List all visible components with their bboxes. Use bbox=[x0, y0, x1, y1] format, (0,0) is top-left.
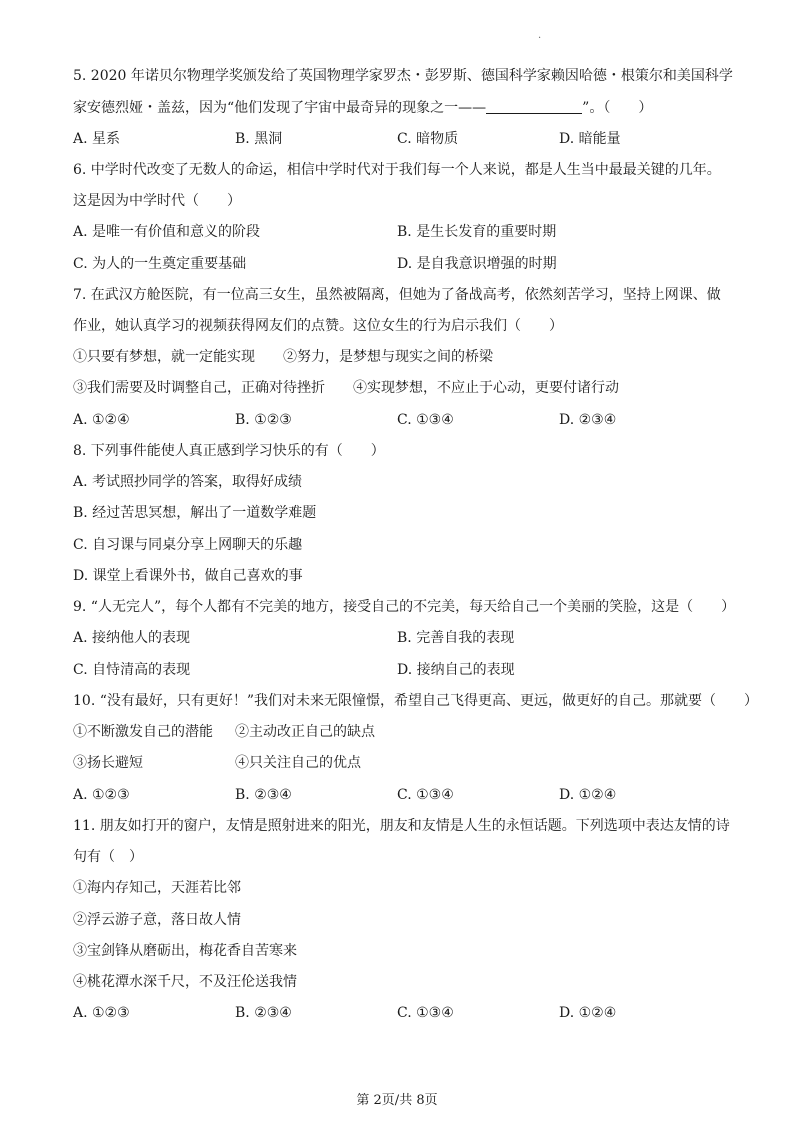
question-10-options bbox=[73, 785, 733, 805]
question-7-stem-line-2: 作业，她认真学习的视频获得网友们的点赞。这位女生的行为启示我们（ ） bbox=[73, 318, 563, 334]
question-11-stem-line-1: 11. 朋友如打开的窗户，友情是照射进来的阳光，朋友和友情是人生的永恒话题。下列选项中表达友情的诗 bbox=[73, 818, 730, 834]
question-7-statements-line-1: ①只要有梦想，就一定能实现 ②努力，是梦想与现实之间的桥梁 bbox=[73, 349, 493, 365]
question-9-stem: 9. “人无完人”，每个人都有不完美的地方，接受自己的不完美，每天给自己一个美丽的笑脸，这是（ ） bbox=[73, 599, 736, 615]
statement-1: ①不断激发自己的潜能 bbox=[73, 724, 213, 740]
question-10-stem: 10. “没有最好，只有更好！”我们对未来无限憧憬，希望自己飞得更高、更远，做更好的自己。那就要（ ） bbox=[73, 693, 759, 709]
statement-2: ②主动改正自己的缺点 bbox=[235, 724, 375, 740]
option-b: B. 完善自我的表现 bbox=[397, 630, 515, 646]
option-b: B. ①②③ bbox=[235, 412, 292, 428]
question-6-options-row-1 bbox=[73, 222, 733, 242]
option-c: C. ①③④ bbox=[397, 412, 454, 428]
option-d: D. 暗能量 bbox=[559, 131, 621, 147]
statement-4: ④只关注自己的优点 bbox=[235, 755, 361, 771]
question-7-options bbox=[73, 410, 733, 430]
statement-1: ①海内存知己，天涯若比邻 bbox=[73, 880, 241, 896]
option-a: A. 星系 bbox=[73, 131, 121, 147]
option-c: C. 自恃清高的表现 bbox=[73, 662, 191, 678]
option-a: A. 接纳他人的表现 bbox=[73, 630, 191, 646]
question-9-options-row-1 bbox=[73, 628, 733, 648]
option-a: A. ①②③ bbox=[73, 787, 130, 803]
statement-2: ②浮云游子意，落日故人情 bbox=[73, 912, 241, 928]
question-5-stem-line-1: 5. 2020 年诺贝尔物理学奖颁发给了英国物理学家罗杰・彭罗斯、德国科学家赖因哈德・根策尔和美国科学 bbox=[73, 68, 733, 84]
answer-blank bbox=[486, 99, 582, 114]
question-11-stem-line-2: 句有（ ） bbox=[73, 849, 143, 865]
option-c: C. 暗物质 bbox=[397, 131, 459, 147]
statement-4: ④桃花潭水深千尺，不及汪伦送我情 bbox=[73, 974, 297, 990]
statement-3: ③宝剑锋从磨砺出，梅花香自苦寒来 bbox=[73, 943, 297, 959]
option-b: B. 是生长发育的重要时期 bbox=[397, 224, 557, 240]
page-footer: 第 2页/共 8页 bbox=[356, 1093, 438, 1108]
option-a: A. ①②③ bbox=[73, 1005, 130, 1021]
option-b: B. 黑洞 bbox=[235, 131, 283, 147]
question-7-statements-line-2: ③我们需要及时调整自己，正确对待挫折 ④实现梦想，不应止于心动，更要付诸行动 bbox=[73, 380, 619, 396]
question-5-options bbox=[73, 129, 733, 149]
option-a: A. 考试照抄同学的答案，取得好成绩 bbox=[73, 474, 303, 490]
question-6-stem-line-1: 6. 中学时代改变了无数人的命运，相信中学时代对于我们每一个人来说，都是人生当中最最关键的几年。 bbox=[73, 162, 721, 178]
option-a: A. ①②④ bbox=[73, 412, 130, 428]
question-6-stem-line-2: 这是因为中学时代（ ） bbox=[73, 193, 241, 209]
option-d: D. 接纳自己的表现 bbox=[397, 662, 515, 678]
question-9-options-row-2 bbox=[73, 660, 733, 680]
option-d: D. 是自我意识增强的时期 bbox=[397, 256, 557, 272]
question-5-stem-part-1: 家安德烈娅・盖兹，因为“他们发现了宇宙中最奇异的现象之一—— bbox=[73, 100, 487, 116]
question-7-stem-line-1: 7. 在武汉方舱医院，有一位高三女生，虽然被隔离，但她为了备战高考，依然刻苦学习，坚持上网课、做 bbox=[73, 287, 721, 303]
question-10-statements-row-2 bbox=[73, 753, 733, 773]
option-c: C. ①③④ bbox=[397, 787, 454, 803]
question-5-stem-part-2: ”。（ ） bbox=[582, 100, 653, 116]
option-d: D. ①②④ bbox=[559, 1005, 617, 1021]
option-c: C. 自习课与同桌分享上网聊天的乐趣 bbox=[73, 537, 303, 553]
option-b: B. 经过苦思冥想，解出了一道数学难题 bbox=[73, 505, 317, 521]
option-c: C. 为人的一生奠定重要基础 bbox=[73, 256, 247, 272]
top-mark: . bbox=[538, 30, 542, 41]
question-10-statements-row-1 bbox=[73, 722, 733, 742]
statement-3: ③扬长避短 bbox=[73, 755, 143, 771]
question-11-options bbox=[73, 1003, 733, 1023]
option-c: C. ①③④ bbox=[397, 1005, 454, 1021]
question-5-stem-line-2 bbox=[73, 98, 733, 118]
option-d: D. ①②④ bbox=[559, 787, 617, 803]
option-a: A. 是唯一有价值和意义的阶段 bbox=[73, 224, 261, 240]
option-d: D. ②③④ bbox=[559, 412, 617, 428]
question-6-options-row-2 bbox=[73, 254, 733, 274]
option-b: B. ②③④ bbox=[235, 1005, 292, 1021]
option-d: D. 课堂上看课外书，做自己喜欢的事 bbox=[73, 568, 303, 584]
question-8-stem: 8. 下列事件能使人真正感到学习快乐的有（ ） bbox=[73, 443, 385, 459]
option-b: B. ②③④ bbox=[235, 787, 292, 803]
